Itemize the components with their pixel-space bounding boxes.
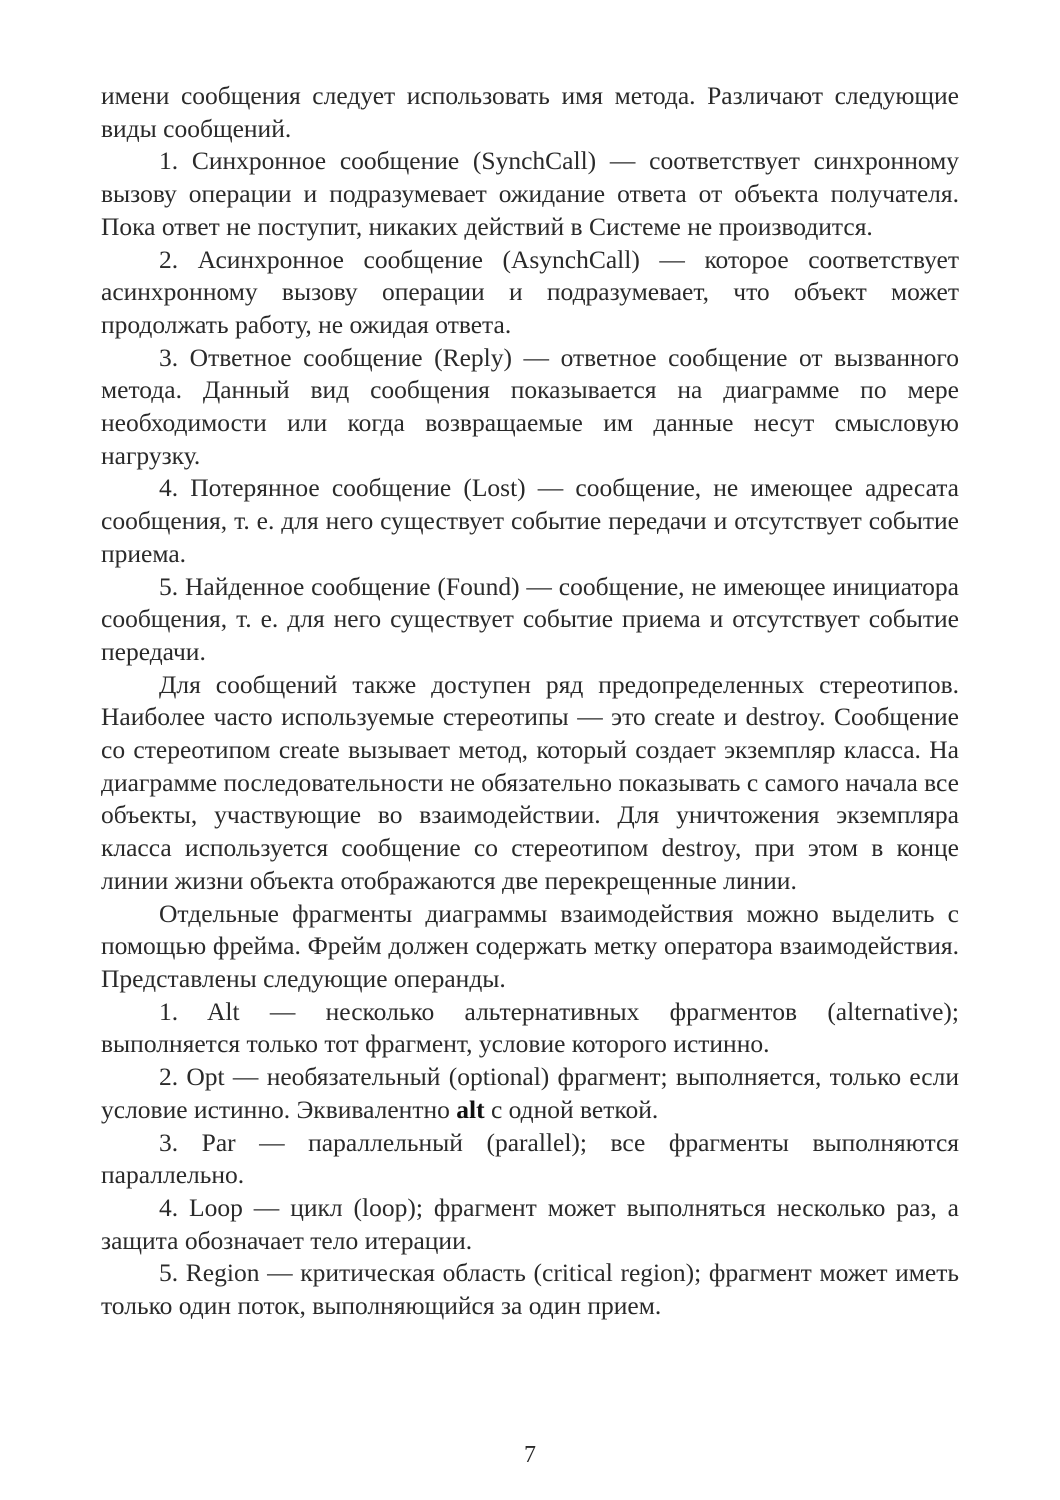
list-item-synch-call: 1. Синхронное сообщение (SynchCall) — соответствует синхронному вызову операции и подразумевает ожидание ответа от объекта получателя. Пока ответ не поступит, никаких действий в Системе не производится.	[101, 146, 959, 241]
list-item-alt: 1. Alt — несколько альтернативных фрагментов (alternative); выполняется только тот фрагмент, условие которого истинно.	[101, 996, 959, 1059]
list-item-loop: 4. Loop — цикл (loop); фрагмент может выполняться несколько раз, а защита обозначает тело итерации.	[101, 1192, 959, 1255]
opt-text-after: с одной веткой.	[484, 1094, 659, 1124]
list-item-opt	[101, 1061, 959, 1126]
list-item-reply: 3. Ответное сообщение (Reply) — ответное сообщение от вызванного метода. Данный вид сообщения показывается на диаграмме по мере необходимости или когда возвращаемые им данные несут смысловую нагрузку.	[101, 342, 959, 470]
body-text	[101, 80, 959, 1323]
list-item-par: 3. Par — параллельный (parallel); все фрагменты выполняются параллельно.	[101, 1127, 959, 1190]
list-item-found: 5. Найденное сообщение (Found) — сообщение, не имеющее инициатора сообщения, т. е. для него существует событие приема и отсутствует событие передачи.	[101, 571, 959, 666]
list-item-asynch-call: 2. Асинхронное сообщение (AsynchCall) — которое соответствует асинхронному вызову операции и подразумевает, что объект может продолжать работу, не ожидая ответа.	[101, 244, 959, 339]
opt-text-before: 2. Opt — необязательный (optional) фрагмент; выполняется, только если условие истинно. Эквивалентно	[101, 1062, 959, 1124]
paragraph-frames: Отдельные фрагменты диаграммы взаимодействия можно выделить с помощью фрейма. Фрейм должен содержать метку оператора взаимодействия. Представлены следующие операнды.	[101, 898, 959, 993]
opt-bold-alt: alt	[456, 1094, 485, 1124]
paragraph-stereotypes: Для сообщений также доступен ряд предопределенных стереотипов. Наиболее часто используемые стереотипы — это create и destroy. Сообщение со стереотипом create вызывает метод, который создает экземпляр класса. На диаграмме последовательности не обязательно показывать с самого начала все объекты, участвующие во взаимодействии. Для уничтожения экземпляра класса используется сообщение со стереотипом destroy, при этом в конце линии жизни объекта отображаются две перекрещенные линии.	[101, 669, 959, 895]
paragraph-continuation: имени сообщения следует использовать имя метода. Различают следующие виды сообщений.	[101, 81, 959, 143]
list-item-region: 5. Region — критическая область (critical region); фрагмент может иметь только один поток, выполняющийся за один прием.	[101, 1258, 959, 1321]
page-number: 7	[524, 1442, 536, 1468]
list-item-lost: 4. Потерянное сообщение (Lost) — сообщение, не имеющее адресата сообщения, т. е. для него существует событие передачи и отсутствует событие приема.	[101, 473, 959, 568]
